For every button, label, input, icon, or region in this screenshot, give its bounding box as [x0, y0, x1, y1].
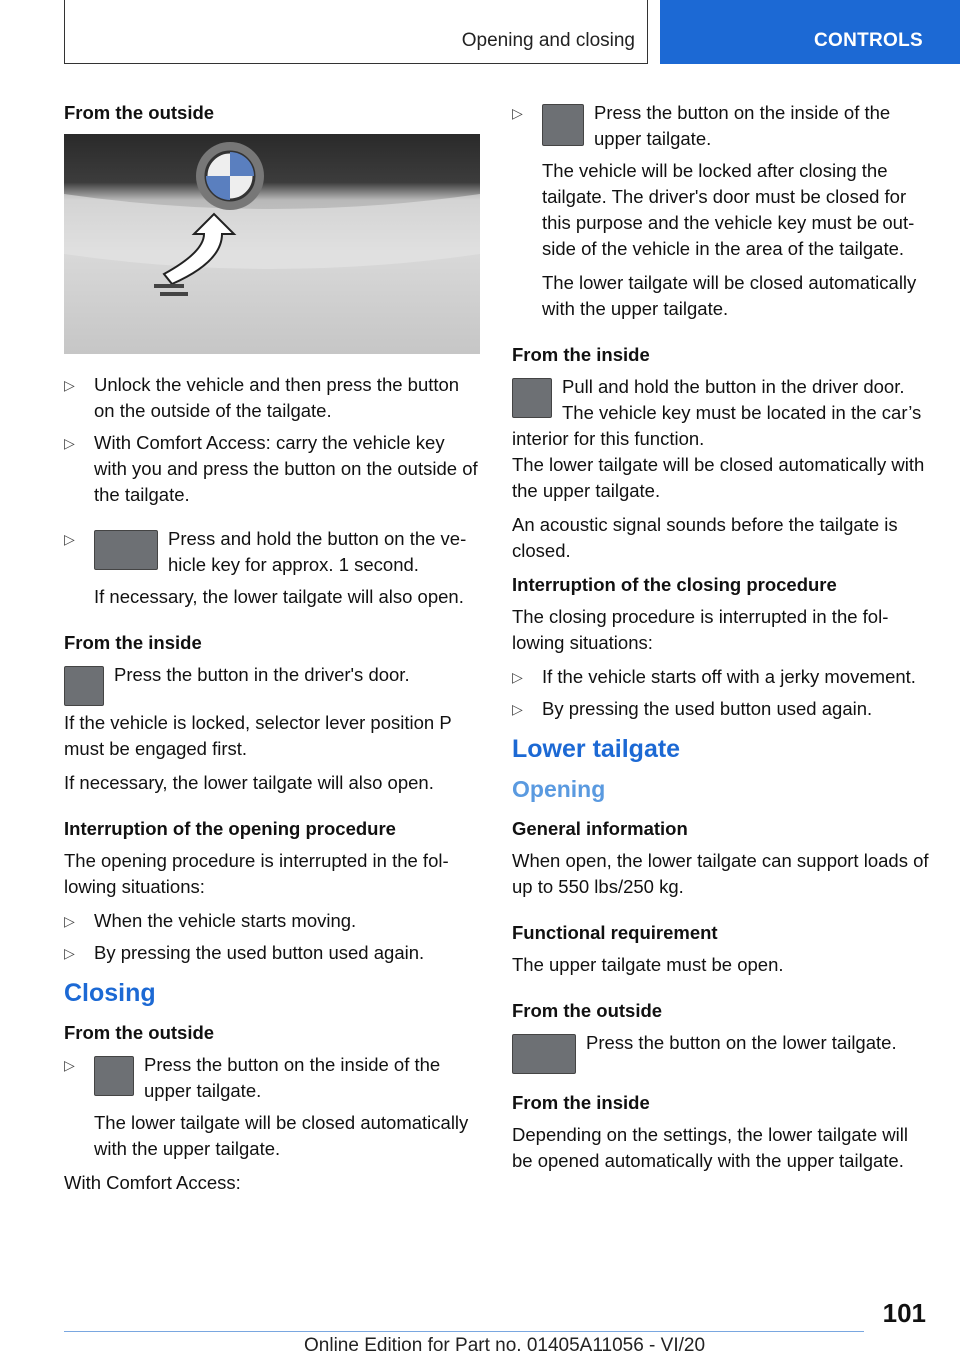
footer-divider — [64, 1331, 864, 1332]
heading-close-from-outside: From the outside — [64, 1022, 215, 1043]
instruction-text: Press the button in the driver's door. — [114, 664, 410, 685]
interruption-text: The opening procedure is interrupted in the fol- lowing situations: — [64, 850, 449, 897]
interruption-text: The closing procedure is interrupted in the fol- lowing situations: — [512, 606, 889, 653]
heading-from-outside: From the outside — [64, 102, 215, 123]
bullet-text: With Comfort Access: carry the vehicle key with you and press the button on the outside of the tailgate. — [94, 432, 478, 505]
list-item — [64, 372, 482, 424]
heading-from-inside: From the inside — [64, 632, 202, 653]
list-item — [64, 940, 482, 966]
heading-closing: Closing — [64, 979, 156, 1007]
lower-tailgate-button-icon — [512, 1034, 576, 1074]
key-note: If necessary, the lower tailgate will also open. — [94, 586, 464, 607]
lower-inside-text: Depending on the settings, the lower tailgate will be opened automatically with the upper tailgate. — [512, 1124, 908, 1171]
heading-functional-requirement: Functional requirement — [512, 922, 718, 943]
bullet-text: By pressing the used button used again. — [94, 942, 425, 963]
heading-opening: Opening — [512, 776, 606, 802]
driver-door-close-icon — [512, 378, 552, 418]
inside-close-note: The lower tailgate will be closed automatically with the upper tailgate. — [512, 454, 925, 501]
bullet-text: Press and hold the button on the ve- hicle key for approx. 1 second. — [168, 528, 467, 575]
list-item — [64, 430, 482, 508]
functional-text: The upper tailgate must be open. — [512, 954, 784, 975]
bullet-text: Press the button on the inside of the upper tailgate. — [144, 1054, 441, 1101]
left-column — [64, 100, 482, 1204]
tailgate-illustration — [64, 134, 480, 354]
edition-footer: Online Edition for Part no. 01405A11056 - VI/20 — [304, 1335, 706, 1356]
section-title: Opening and closing — [461, 30, 635, 51]
right-column — [512, 100, 932, 1182]
heading-lower-tailgate: Lower tailgate — [512, 735, 681, 763]
heading-general-information: General information — [512, 818, 688, 839]
lower-tailgate-note: If necessary, the lower tailgate will also open. — [64, 772, 434, 793]
page-number: 101 — [882, 1298, 926, 1328]
bullet-text: If the vehicle starts off with a jerky movement. — [542, 666, 916, 687]
bullet-text: By pressing the used button used again. — [542, 698, 873, 719]
bullet-text: Unlock the vehicle and then press the button on the outside of the tailgate. — [94, 374, 460, 421]
locked-note: If the vehicle is locked, selector lever position P must be engaged first. — [64, 712, 452, 759]
heading-interruption-opening: Interruption of the opening procedure — [64, 818, 396, 839]
tailgate-close-button-icon — [94, 1056, 134, 1096]
bullet-text: Press the button on the inside of the upper tailgate. — [594, 102, 891, 149]
list-item — [64, 908, 482, 934]
heading-lower-from-inside: From the inside — [512, 1092, 650, 1113]
driver-door-tailgate-icon — [64, 666, 104, 706]
inside-close-instruction — [512, 374, 932, 452]
chapter-tab-label: CONTROLS — [814, 30, 924, 51]
header-frame — [64, 0, 648, 64]
list-item — [512, 100, 932, 152]
heading-lower-from-outside: From the outside — [512, 1000, 663, 1021]
list-item — [512, 696, 932, 722]
heading-interruption-closing: Interruption of the closing procedure — [512, 574, 837, 595]
bullet-text: When the vehicle starts moving. — [94, 910, 357, 931]
list-item — [512, 664, 932, 690]
general-text: When open, the lower tailgate can support loads of up to 550 lbs/250 kg. — [512, 850, 929, 897]
list-item — [64, 1052, 482, 1104]
inside-instruction — [64, 662, 482, 710]
comfort-access-label: With Comfort Access: — [64, 1172, 241, 1193]
instruction-text: Pull and hold the button in the driver door. The vehicle key must be located in the car’s interior for this function. — [512, 376, 922, 449]
lock-note-1: The vehicle will be locked after closing the tailgate. The driver's door must be closed for this purpose and the vehicle key must be out- side of the vehicle in the area of the tailgate. — [542, 160, 915, 259]
chapter-tab[interactable] — [660, 0, 960, 64]
acoustic-signal-note: An acoustic signal sounds before the tailgate is closed. — [512, 514, 898, 561]
list-item — [64, 526, 482, 578]
lock-note-2: The lower tailgate will be closed automatically with the upper tailgate. — [542, 272, 917, 319]
close-note: The lower tailgate will be closed automatically with the upper tailgate. — [94, 1112, 469, 1159]
lower-outside-instruction — [512, 1030, 932, 1078]
tailgate-button-photo — [64, 134, 480, 354]
heading-from-inside-close: From the inside — [512, 344, 650, 365]
vehicle-key-tailgate-icon — [94, 530, 158, 570]
lock-icon — [542, 104, 584, 146]
instruction-text: Press the button on the lower tailgate. — [586, 1032, 897, 1053]
